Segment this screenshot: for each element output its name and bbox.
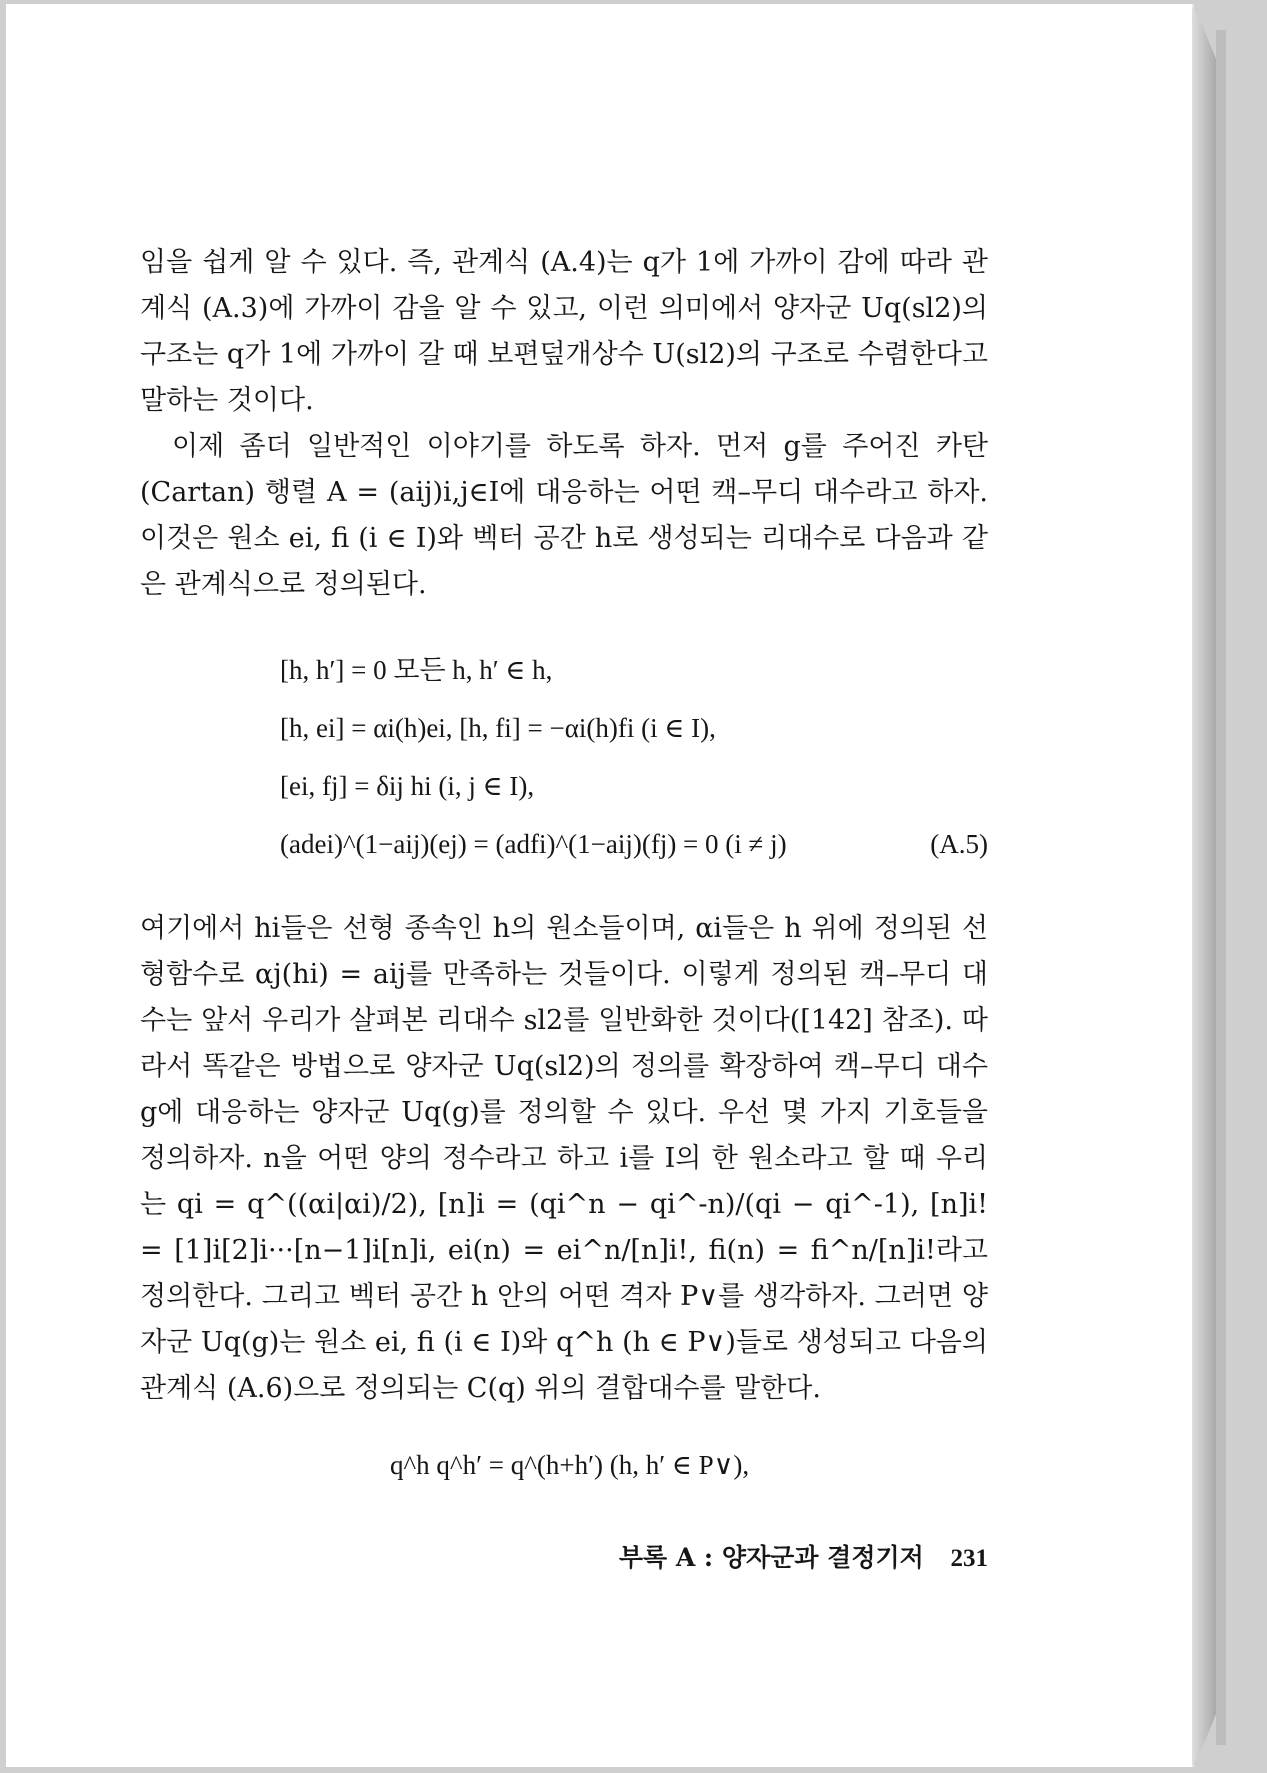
- running-head: 부록 A : 양자군과 결정기저: [618, 1543, 924, 1572]
- page-edge-shadow: [1192, 6, 1216, 1767]
- equation-block-a5: [140, 652, 988, 896]
- paragraph-3: 여기에서 hi들은 선형 종속인 h의 원소들이며, αi들은 h 위에 정의된 선형함수로 αj(hi) = aij를 만족하는 것들이다. 이렇게 정의된 캑–무디 대수는 앞서 우리가 살펴본 리대수 sl2를 일반화한 것이다([142] 참조). 따라서 똑같은 방법으로 양자군 Uq(sl2)의 정의를 확장하여 캑–무디 대수 g에 대응하는 양자군 Uq(g)를 정의할 수 있다. 우선 몇 가지 기호들을 정의하자. n을 어떤 양의 정수라고 하고 i를 I의 한 원소라고 할 때 우리는 qi = q^((αi|αi)/2), [n]i = (qi^n − qi^-n)/(qi − qi^-1), [n]i! = [1]i[2]i···[n−1]i[n]i, ei(n) = ei^n/[n]i!, fi(n) = fi^n/[n]i!라고 정의한다. 그리고 벡터 공간 h 안의 어떤 격자 P∨를 생각하자. 그러면 양자군 Uq(g)는 원소 ei, fi (i ∈ I)와 q^h (h ∈ P∨)들로 생성되고 다음의 관계식 (A.6)으로 정의되는 C(q) 위의 결합대수를 말한다.: [140, 913, 988, 1404]
- equation-2: [h, ei] = αi(h)ei, [h, fi] = −αi(h)fi (i ∈ I),: [280, 713, 716, 743]
- equation-5: q^h q^h′ = q^(h+h′) (h, h′ ∈ P∨),: [390, 1450, 750, 1480]
- equation-4: [280, 826, 988, 896]
- equation-4-body: (adei)^(1−aij)(ej) = (adfi)^(1−aij)(fj) = 0 (i ≠ j): [280, 829, 787, 859]
- paragraph-1: 임을 쉽게 알 수 있다. 즉, 관계식 (A.4)는 q가 1에 가까이 감에 따라 관계식 (A.3)에 가까이 감을 알 수 있고, 이런 의미에서 양자군 Uq(sl2)의 구조는 q가 1에 가까이 갈 때 보편덮개상수 U(sl2)의 구조로 수렴한다고 말하는 것이다.: [140, 247, 988, 416]
- equation-1: [h, h′] = 0 모든 h, h′ ∈ h,: [280, 655, 553, 685]
- paragraph-2: 이제 좀더 일반적인 이야기를 하도록 하자. 먼저 g를 주어진 카탄(Cartan) 행렬 A = (aij)i,j∈I에 대응하는 어떤 캑–무디 대수라고 하자. 이것은 원소 ei, fi (i ∈ I)와 벡터 공간 h로 생성되는 리대수로 다음과 같은 관계식으로 정의된다.: [140, 431, 988, 600]
- equation-number: (A.5): [930, 829, 988, 859]
- running-footer: [140, 1538, 988, 1574]
- page-content: [140, 240, 988, 1481]
- page-number: 231: [950, 1545, 988, 1572]
- page-edge-shadow-inner: [1216, 30, 1226, 1745]
- equation-3: [ei, fj] = δij hi (i, j ∈ I),: [280, 771, 535, 801]
